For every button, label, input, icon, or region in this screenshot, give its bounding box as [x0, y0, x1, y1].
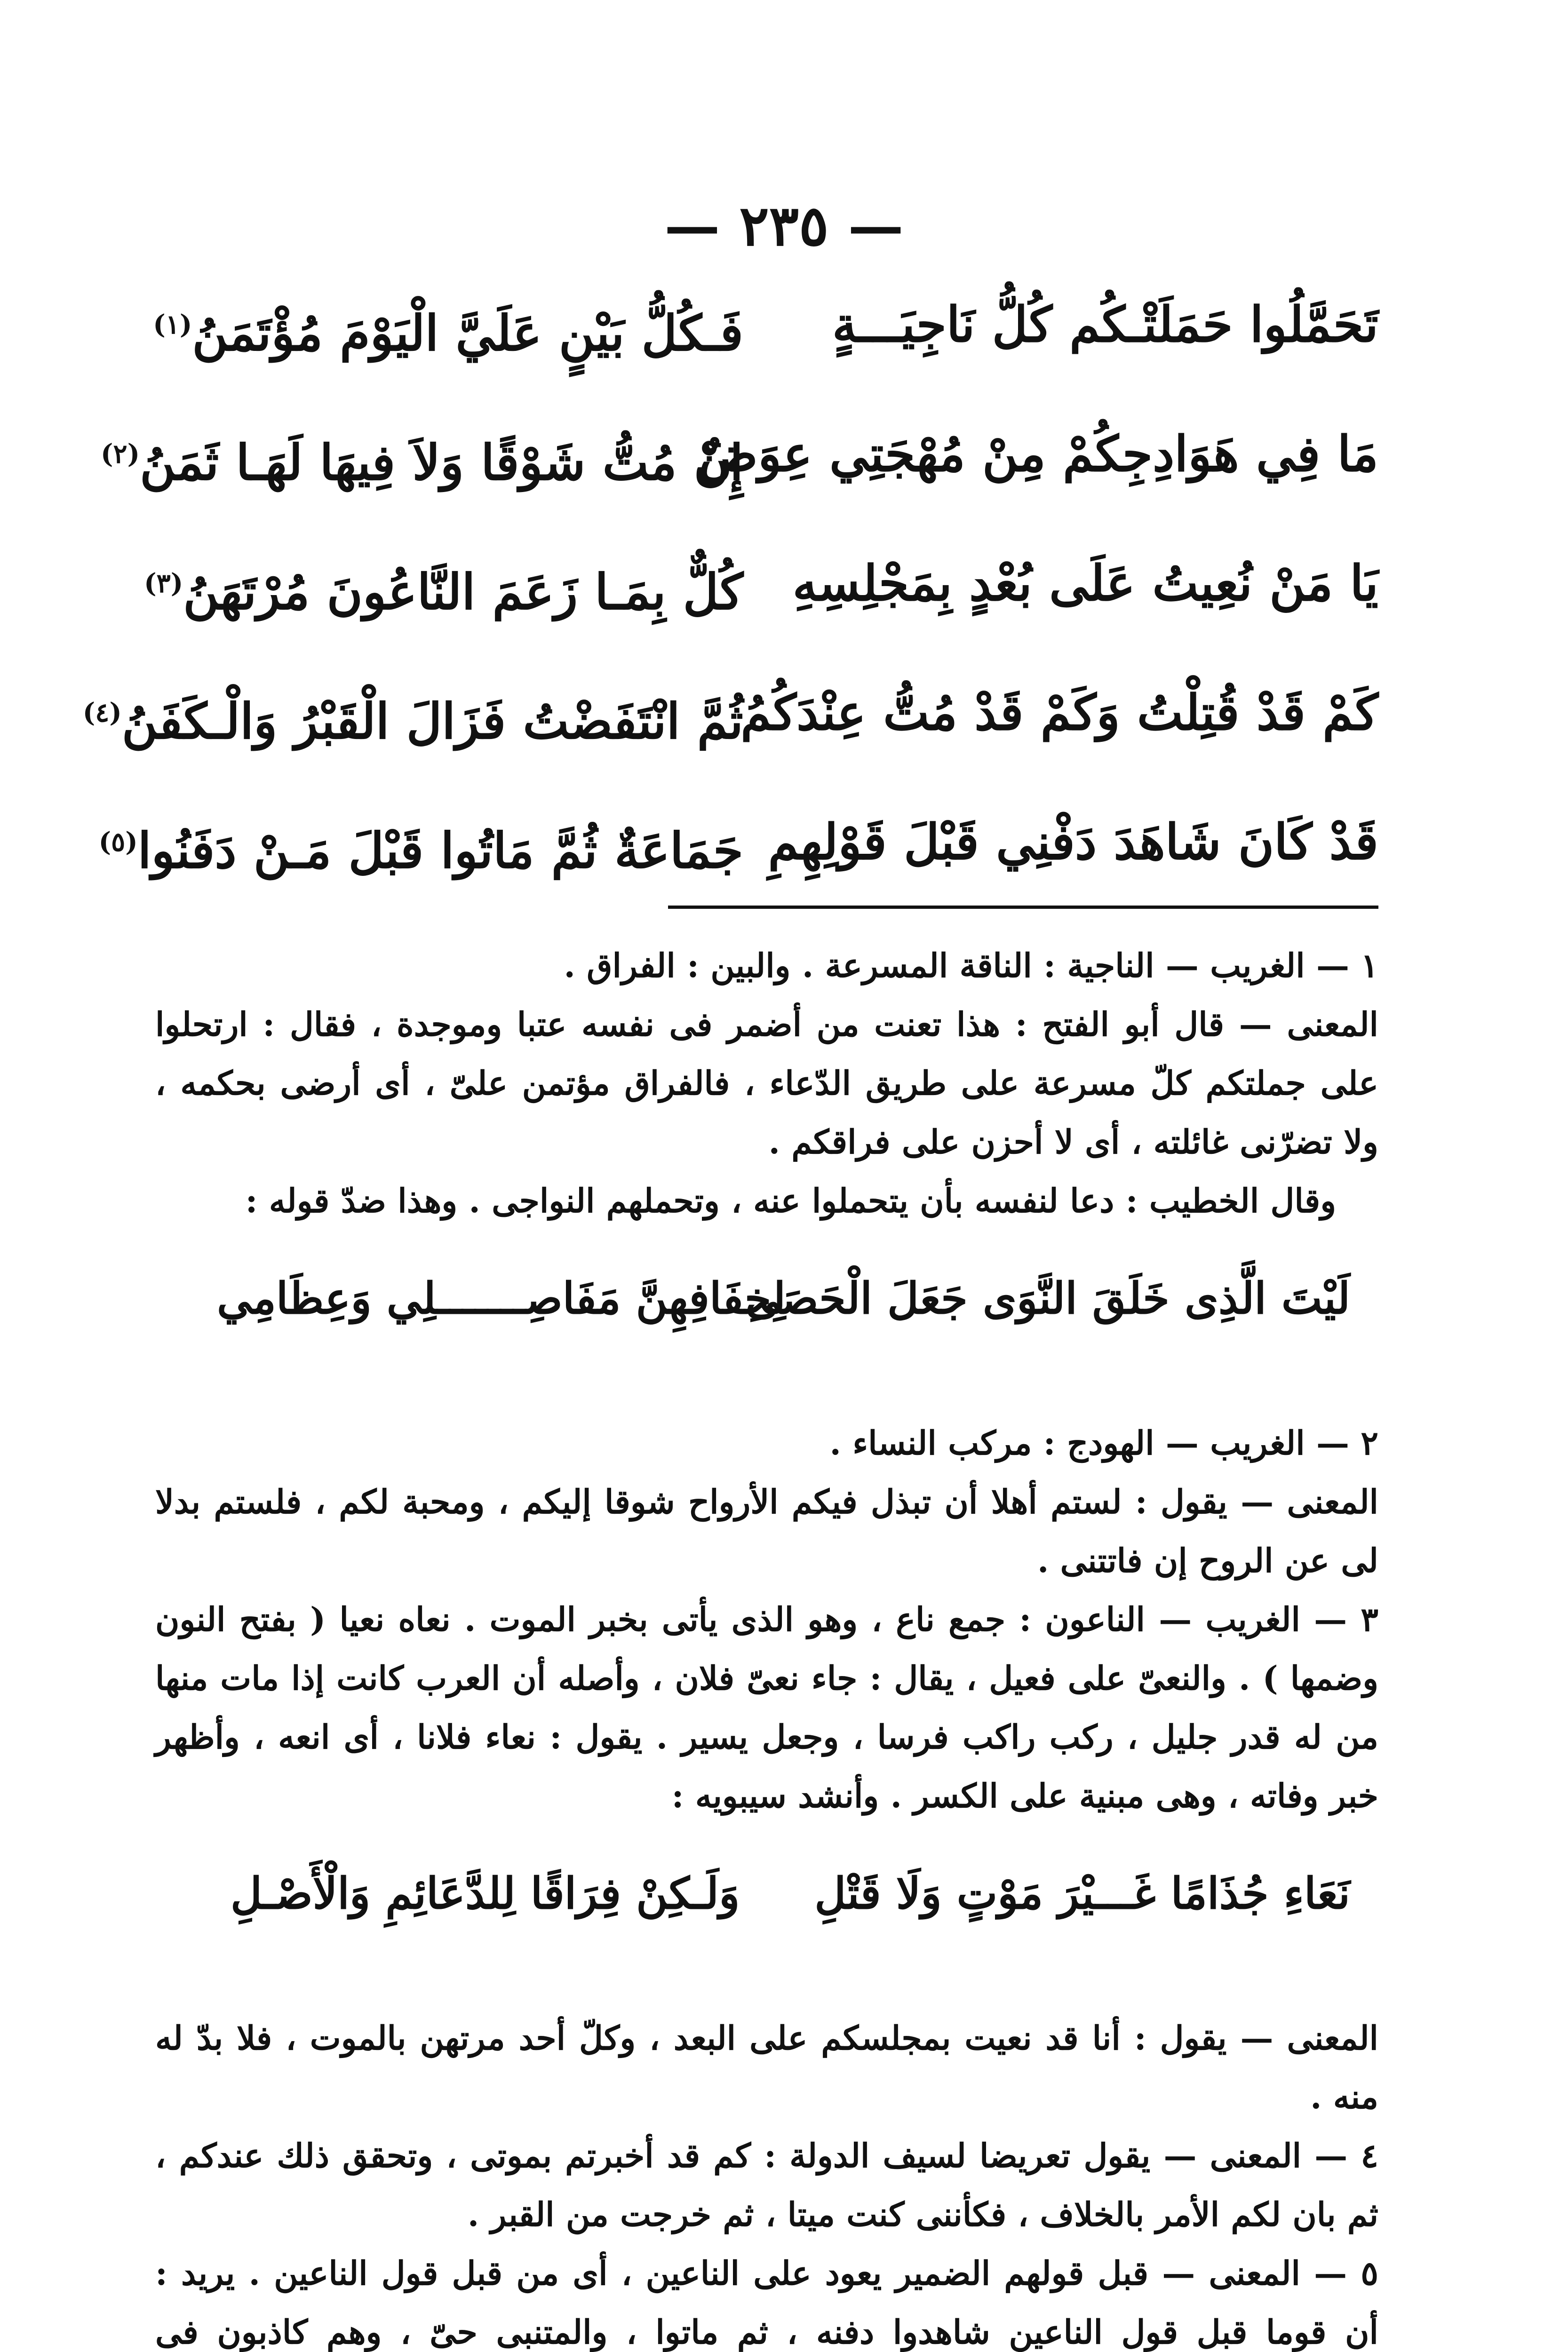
verse-1-second-hemistich — [155, 287, 743, 371]
note-2-gloss: ٢ — الغريب — الهودج : مركب النساء . — [829, 1423, 1378, 1462]
verse-3-second-text: كُلٌّ بِمَـا زَعَمَ النَّاعُونَ مُرْتَهَنُ — [183, 563, 743, 621]
footnote-marker-2: (٢) — [101, 438, 140, 469]
footnote-marker-3: (٣) — [144, 568, 183, 599]
footnote-marker-1: (١) — [153, 309, 192, 340]
quoted-verse-1-second: لِخِفَافِهِنَّ مَفَاصِـــــــلِي وَعِظَامِي — [216, 1273, 786, 1324]
verse-2-first-hemistich: مَا فِي هَوَادِجِكُمْ مِنْ مُهْجَتِي عِوَضٌ — [699, 425, 1378, 483]
quoted-verse-1-first: لَيْتَ الَّذِى خَلَقَ النَّوَى جَعَلَ الْحَصَى — [745, 1273, 1350, 1324]
verse-2-second-text: إِنْ مُتُّ شَوْقًا وَلاَ فِيهَا لَهَـا ثَمَنُ — [140, 433, 743, 492]
verse-1-first-hemistich: تَحَمَّلُوا حَمَلَتْـكُم كُلُّ نَاجِيَـــةٍ — [832, 295, 1378, 353]
verse-4 — [82, 675, 1378, 804]
note-3-gloss: ٣ — الغريب — الناعون : جمع ناع ، وهو الذى يأتى بخبر الموت . نعاه نعيا ( بفتح النون وضمها ) . والنعىّ على فعيل ، يقال : جاء نعىّ فلان ، وأصله أن العرب كانت إذا مات منها من له قدر جليل ، ركب راكب فرسا ، وجعل يسير . يقول : نعاء فلانا ، أى انعه ، وأظهر خبر وفاته ، وهى مبنية على الكسر . وأنشد سيبويه : — [155, 1600, 1378, 1815]
verse-5-second-hemistich — [98, 804, 743, 889]
footnote-marker-4: (٤) — [82, 697, 122, 728]
verse-3 — [144, 546, 1378, 675]
verse-4-first-hemistich: كَمْ قَدْ قُتِلْتُ وَكَمْ قَدْ مُتُّ عِنْدَكُمُ — [740, 683, 1378, 741]
verse-3-second-hemistich — [144, 546, 743, 630]
footnote-marker-5: (٥) — [98, 826, 138, 858]
note-5-meaning: ٥ — المعنى — قبل قولهم الضمير يعود على الناعين ، أى من قبل قول الناعين . يريد : أن قوما قبل قول الناعين شاهدوا دفنه ، ثم ماتوا ، والمتنبى حىّ ، وهم كاذبون فى — [155, 2254, 1378, 2352]
verse-5-second-text: جَمَاعَةٌ ثُمَّ مَاتُوا قَبْلَ مَـنْ دَفَنُوا — [137, 821, 743, 880]
quoted-verse-2-first: نَعَاءِ جُذَامًا غَـــيْرَ مَوْتٍ وَلَا قَتْلِ — [814, 1868, 1350, 1919]
verse-3-first-hemistich: يَا مَنْ نُعِيتُ عَلَى بُعْدٍ بِمَجْلِسِهِ — [792, 554, 1378, 612]
poem-verses — [82, 287, 1378, 934]
verse-5 — [98, 804, 1378, 934]
note-3-meaning: المعنى — يقول : أنا قد نعيت بمجلسكم على البعد ، وكلّ أحد مرتهن بالموت ، فلا بدّ له منه . — [155, 2018, 1378, 2116]
footnotes — [155, 936, 1378, 2352]
verse-5-first-hemistich: قَدْ كَانَ شَاهَدَ دَفْنِي قَبْلَ قَوْلِهِمِ — [768, 813, 1378, 871]
footnote-divider — [668, 906, 1378, 909]
note-4-meaning: ٤ — المعنى — يقول تعريضا لسيف الدولة : كم قد أخبرتم بموتى ، وتحقق ذلك عندكم ، ثم بان لكم الأمر بالخلاف ، فكأننى كنت ميتا ، ثم خرجت من القبر . — [155, 2136, 1378, 2234]
note-1-khatib: وقال الخطيب : دعا لنفسه بأن يتحملوا عنه ، وتحملهم النواجى . وهذا ضدّ قوله : — [245, 1181, 1336, 1220]
quoted-verse-2 — [155, 1851, 1378, 1992]
verse-2-second-hemistich — [101, 416, 743, 501]
verse-1 — [155, 287, 1378, 416]
verse-4-second-hemistich — [82, 675, 743, 759]
verse-2 — [101, 416, 1378, 546]
note-1-meaning: المعنى — قال أبو الفتح : هذا تعنت من أضمر فى نفسه عتبا وموجدة ، فقال : ارتحلوا على جملتكم كلّ مسرعة على طريق الدّعاء ، فالفراق مؤتمن علىّ ، أى أرضى بحكمه ، ولا تضرّنى غائلته ، أى لا أحزن على فراقكم . — [155, 1005, 1378, 1161]
quoted-verse-2-second: وَلَـكِنْ فِرَاقًا لِلدَّعَائِمِ وَالْأَصْـلِ — [231, 1868, 740, 1919]
note-1-gloss: ١ — الغريب — الناجية : الناقة المسرعة . والبين : الفراق . — [564, 946, 1378, 985]
page-number: — ٢٣٥ — — [664, 193, 904, 258]
verse-4-second-text: ثُمَّ انْتَفَضْتُ فَزَالَ الْقَبْرُ وَالْـكَفَنُ — [121, 692, 743, 750]
quoted-verse-1 — [155, 1256, 1378, 1397]
verse-1-second-text: فَـكُلُّ بَيْنٍ عَلَيَّ الْيَوْمَ مُؤْتَمَنُ — [192, 304, 743, 362]
note-2-meaning: المعنى — يقول : لستم أهلا أن تبذل فيكم الأرواح شوقا إليكم ، ومحبة لكم ، فلستم بدلا لى عن الروح إن فاتتنى . — [155, 1482, 1378, 1580]
